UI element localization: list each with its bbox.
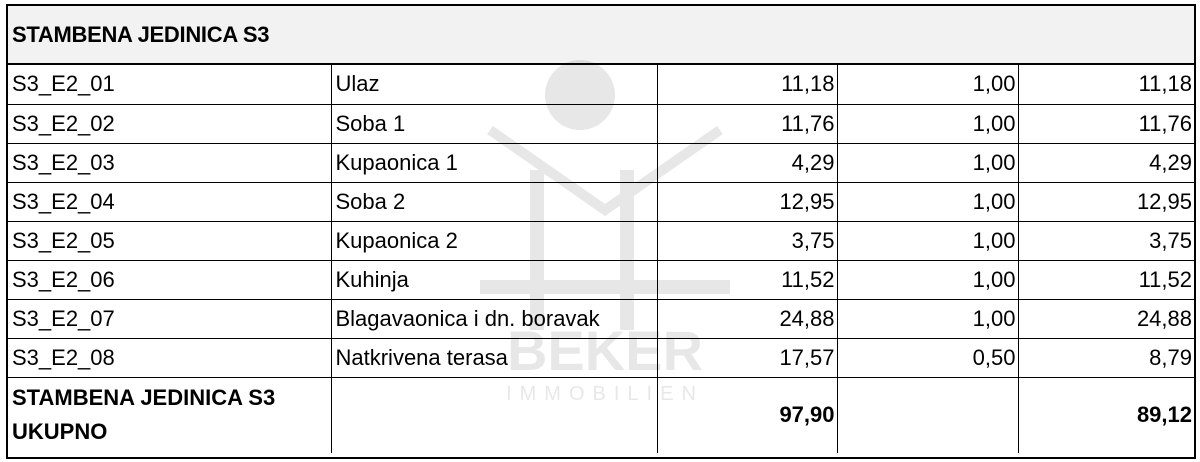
room-name: Ulaz	[331, 65, 657, 104]
total-label	[8, 377, 331, 453]
table-row	[8, 182, 1194, 221]
table-row	[8, 65, 1194, 104]
room-factor: 0,50	[837, 338, 1018, 377]
room-area-table	[8, 65, 1194, 453]
room-code: S3_E2_04	[8, 182, 331, 221]
total-row	[8, 377, 1194, 453]
table-row	[8, 299, 1194, 338]
room-name: Natkrivena terasa	[331, 338, 657, 377]
room-area: 12,95	[657, 182, 837, 221]
room-name: Kupaonica 2	[331, 221, 657, 260]
total-result: 89,12	[1018, 377, 1194, 453]
table-row	[8, 338, 1194, 377]
room-name: Kuhinja	[331, 260, 657, 299]
room-factor: 1,00	[837, 143, 1018, 182]
room-factor: 1,00	[837, 260, 1018, 299]
total-area: 97,90	[657, 377, 837, 453]
room-name: Kupaonica 1	[331, 143, 657, 182]
room-area: 24,88	[657, 299, 837, 338]
room-result: 4,29	[1018, 143, 1194, 182]
table-row	[8, 221, 1194, 260]
room-factor: 1,00	[837, 65, 1018, 104]
table-row	[8, 143, 1194, 182]
room-area: 4,29	[657, 143, 837, 182]
room-area: 11,18	[657, 65, 837, 104]
room-result: 8,79	[1018, 338, 1194, 377]
table-row	[8, 104, 1194, 143]
room-name: Soba 2	[331, 182, 657, 221]
room-code: S3_E2_05	[8, 221, 331, 260]
room-name: Soba 1	[331, 104, 657, 143]
area-table-frame	[6, 4, 1196, 459]
room-factor: 1,00	[837, 182, 1018, 221]
room-factor: 1,00	[837, 221, 1018, 260]
room-name: Blagavaonica i dn. boravak	[331, 299, 657, 338]
room-code: S3_E2_02	[8, 104, 331, 143]
total-label-line2: UKUPNO	[12, 419, 108, 445]
watermark-sub: IMMOBILIEN	[506, 383, 704, 405]
room-area: 3,75	[657, 221, 837, 260]
room-result: 11,18	[1018, 65, 1194, 104]
total-empty-cell	[331, 377, 657, 453]
room-area: 11,76	[657, 104, 837, 143]
room-code: S3_E2_06	[8, 260, 331, 299]
room-code: S3_E2_01	[8, 65, 331, 104]
table-title: STAMBENA JEDINICA S3	[8, 6, 1194, 65]
room-result: 12,95	[1018, 182, 1194, 221]
room-factor: 1,00	[837, 299, 1018, 338]
room-code: S3_E2_03	[8, 143, 331, 182]
room-area: 11,52	[657, 260, 837, 299]
room-code: S3_E2_07	[8, 299, 331, 338]
room-result: 3,75	[1018, 221, 1194, 260]
room-code: S3_E2_08	[8, 338, 331, 377]
total-label-line1: STAMBENA JEDINICA S3	[12, 385, 276, 411]
room-factor: 1,00	[837, 104, 1018, 143]
room-result: 11,52	[1018, 260, 1194, 299]
total-empty-cell	[837, 377, 1018, 453]
room-area: 17,57	[657, 338, 837, 377]
table-row	[8, 260, 1194, 299]
room-result: 11,76	[1018, 104, 1194, 143]
watermark-brand: BEKER	[506, 319, 704, 382]
room-result: 24,88	[1018, 299, 1194, 338]
